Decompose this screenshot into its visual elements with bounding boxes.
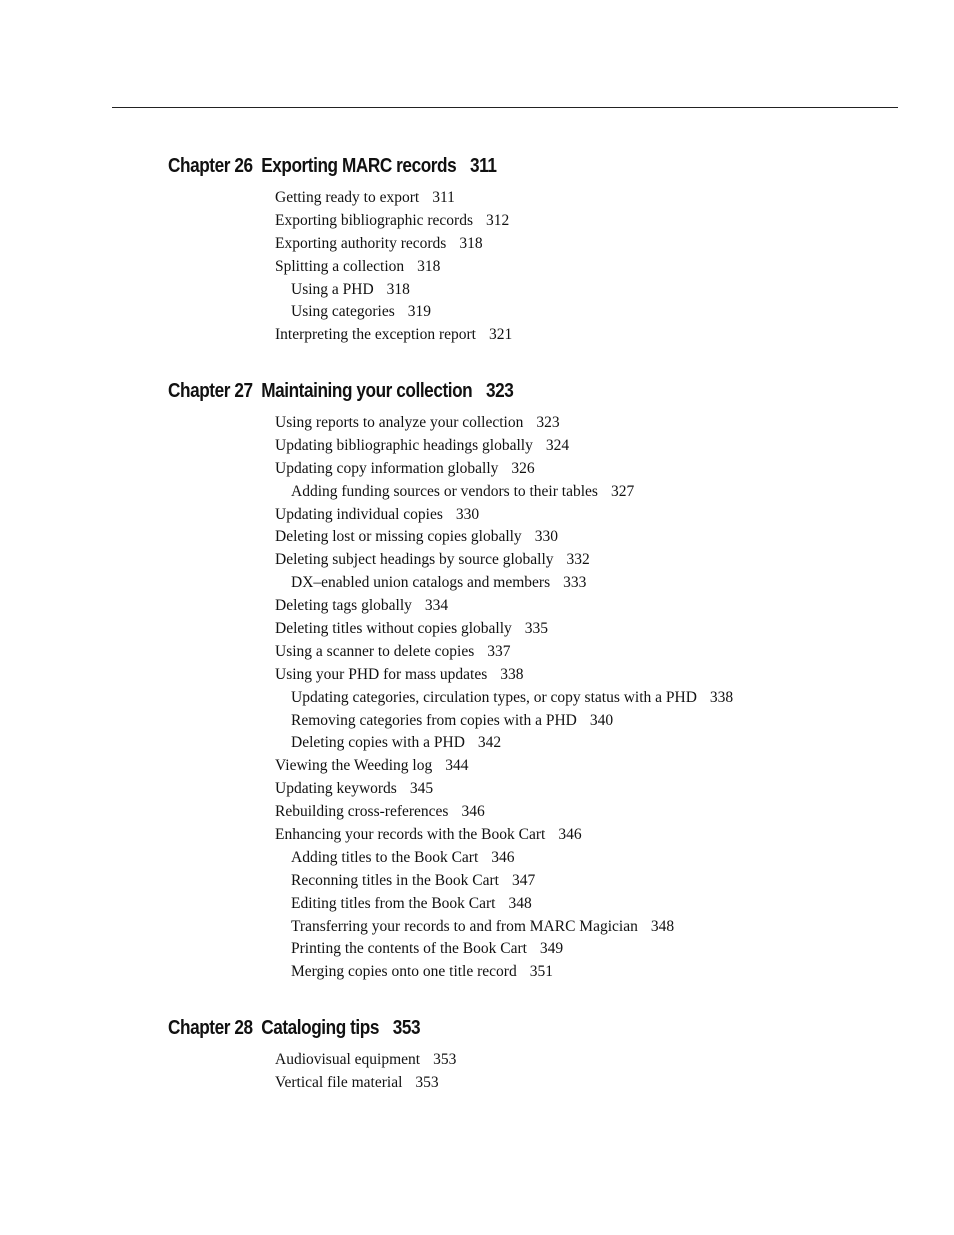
toc-entry-title: Merging copies onto one title record [291, 963, 517, 981]
toc-entry-page: 318 [459, 234, 483, 252]
toc-entry-title: Adding funding sources or vendors to their tables [291, 482, 598, 500]
toc-entry-title: Adding titles to the Book Cart [291, 848, 479, 866]
toc-entry-title: Deleting titles without copies globally [275, 620, 512, 638]
chapter-entries [275, 187, 512, 347]
toc-entry-title: Getting ready to export [275, 189, 420, 206]
toc-entry-page: 311 [432, 189, 455, 206]
toc-entry[interactable] [275, 412, 733, 435]
toc-entry-title: DX–enabled union catalogs and members [291, 574, 551, 592]
toc-entry-page: 327 [610, 482, 635, 500]
toc-entry-page: 332 [566, 551, 590, 569]
chapter-title: Maintaining your collection [261, 380, 473, 402]
toc-entry-page: 326 [511, 459, 535, 477]
chapter-page: 323 [486, 380, 514, 402]
toc-entry-title: Exporting authority records [275, 234, 447, 252]
toc-subentry[interactable] [275, 870, 733, 893]
toc-entry-page: 321 [489, 326, 513, 344]
toc-entry-title: Using reports to analyze your collection [275, 414, 524, 431]
toc-entry-page: 353 [415, 1073, 439, 1091]
toc-entry[interactable] [275, 801, 733, 824]
toc-subentry[interactable] [275, 916, 733, 939]
toc-entry[interactable] [275, 187, 512, 210]
toc-entry-title: Removing categories from copies with a PHD [291, 711, 577, 729]
toc-entry-page: 318 [386, 280, 410, 298]
toc-entry-page: 353 [433, 1051, 457, 1068]
toc-entry-page: 337 [487, 642, 511, 660]
chapter-page: 311 [470, 155, 497, 177]
toc-subentry[interactable] [275, 481, 733, 504]
toc-entry-page: 338 [709, 688, 734, 706]
toc-subentry[interactable] [275, 961, 733, 984]
toc-entry-page: 338 [500, 665, 524, 683]
toc-entry-title: Audiovisual equipment [275, 1051, 421, 1068]
toc-entry-page: 346 [491, 848, 515, 866]
toc-entry-page: 348 [508, 894, 532, 912]
toc-entry[interactable] [275, 504, 733, 527]
toc-entry-title: Splitting a collection [275, 257, 405, 275]
toc-entry[interactable] [275, 210, 512, 233]
header-rule [112, 107, 898, 108]
toc-entry[interactable] [275, 549, 733, 572]
toc-entry[interactable] [275, 1049, 456, 1072]
toc-entry-title: Rebuilding cross-references [275, 803, 449, 821]
toc-entry-title: Updating individual copies [275, 505, 443, 523]
toc-entry-title: Vertical file material [275, 1073, 403, 1091]
toc-entry-title: Using categories [291, 303, 395, 321]
toc-entry[interactable] [275, 778, 733, 801]
toc-entry-page: 335 [524, 620, 549, 638]
toc-subentry[interactable] [275, 572, 733, 595]
toc-entry[interactable] [275, 233, 512, 256]
toc-entry-page: 318 [417, 257, 441, 275]
toc-subentry[interactable] [275, 279, 512, 302]
toc-entry-page: 340 [589, 711, 614, 729]
toc-entry-page: 349 [539, 940, 564, 958]
toc-entry-title: Using a scanner to delete copies [275, 642, 475, 660]
toc-entry-title: Updating categories, circulation types, or copy status with a PHD [291, 688, 697, 706]
toc-subentry[interactable] [275, 687, 733, 710]
toc-entry[interactable] [275, 755, 733, 778]
chapter-heading [168, 1016, 420, 1040]
toc-entry-title: Deleting lost or missing copies globally [275, 528, 522, 546]
toc-entry[interactable] [275, 324, 512, 347]
toc-entry-title: Viewing the Weeding log [275, 757, 433, 775]
toc-entry-page: 351 [529, 963, 553, 981]
toc-entry-page: 348 [650, 917, 675, 935]
toc-entry[interactable] [275, 664, 733, 687]
toc-entry-page: 334 [424, 597, 449, 615]
toc-entry[interactable] [275, 435, 733, 458]
toc-entry-page: 324 [545, 436, 570, 454]
toc-entry-page: 346 [461, 803, 485, 821]
chapter-heading [168, 379, 513, 403]
toc-entry-title: Using your PHD for mass updates [275, 665, 488, 683]
toc-entry-page: 342 [477, 734, 502, 752]
toc-entry-page: 319 [407, 303, 431, 321]
toc-entry-title: Updating copy information globally [275, 459, 499, 477]
toc-entry[interactable] [275, 458, 733, 481]
toc-subentry[interactable] [275, 938, 733, 961]
toc-entry-title: Transferring your records to and from MARC Magician [291, 917, 638, 935]
chapter-title: Cataloging tips [261, 1017, 379, 1039]
toc-entry-title: Reconning titles in the Book Cart [291, 871, 499, 889]
toc-entry-title: Interpreting the exception report [275, 326, 476, 344]
chapter-entries [275, 1049, 456, 1095]
toc-entry[interactable] [275, 824, 733, 847]
toc-entry-title: Printing the contents of the Book Cart [291, 940, 527, 958]
toc-entry-page: 344 [445, 757, 469, 775]
toc-subentry[interactable] [275, 732, 733, 755]
toc-entry[interactable] [275, 641, 733, 664]
toc-entry-page: 346 [558, 826, 582, 844]
toc-entry-page: 347 [511, 871, 536, 889]
chapter-label: Chapter 26 [168, 155, 253, 177]
toc-entry-title: Updating keywords [275, 780, 397, 798]
toc-entry-title: Enhancing your records with the Book Cart [275, 826, 546, 844]
toc-entry-page: 330 [534, 528, 558, 546]
toc-entry[interactable] [275, 1072, 456, 1095]
toc-entry-title: Exporting bibliographic records [275, 211, 474, 229]
toc-entry-page: 323 [536, 414, 560, 431]
toc-entry[interactable] [275, 526, 733, 549]
toc-entry-page: 312 [486, 211, 510, 229]
toc-entry-title: Deleting tags globally [275, 597, 412, 615]
chapter-heading [168, 154, 496, 178]
toc-entry-title: Deleting subject headings by source globally [275, 551, 554, 569]
toc-entry-title: Deleting copies with a PHD [291, 734, 465, 752]
toc-subentry[interactable] [275, 301, 512, 324]
toc-entry[interactable] [275, 256, 512, 279]
toc-subentry[interactable] [275, 893, 733, 916]
chapter-page: 353 [392, 1017, 421, 1039]
toc-entry-title: Editing titles from the Book Cart [291, 894, 496, 912]
chapter-label: Chapter 28 [168, 1017, 253, 1039]
chapter-label: Chapter 27 [168, 380, 253, 402]
toc-entry[interactable] [275, 595, 733, 618]
toc-entry-page: 330 [455, 505, 480, 523]
toc-entry-page: 333 [563, 574, 587, 592]
chapter-title: Exporting MARC records [261, 155, 457, 177]
toc-subentry[interactable] [275, 710, 733, 733]
toc-subentry[interactable] [275, 847, 733, 870]
toc-entry[interactable] [275, 618, 733, 641]
toc-entry-title: Using a PHD [291, 280, 374, 298]
toc-entry-page: 345 [409, 780, 434, 798]
chapter-entries [275, 412, 733, 984]
toc-entry-title: Updating bibliographic headings globally [275, 436, 533, 454]
